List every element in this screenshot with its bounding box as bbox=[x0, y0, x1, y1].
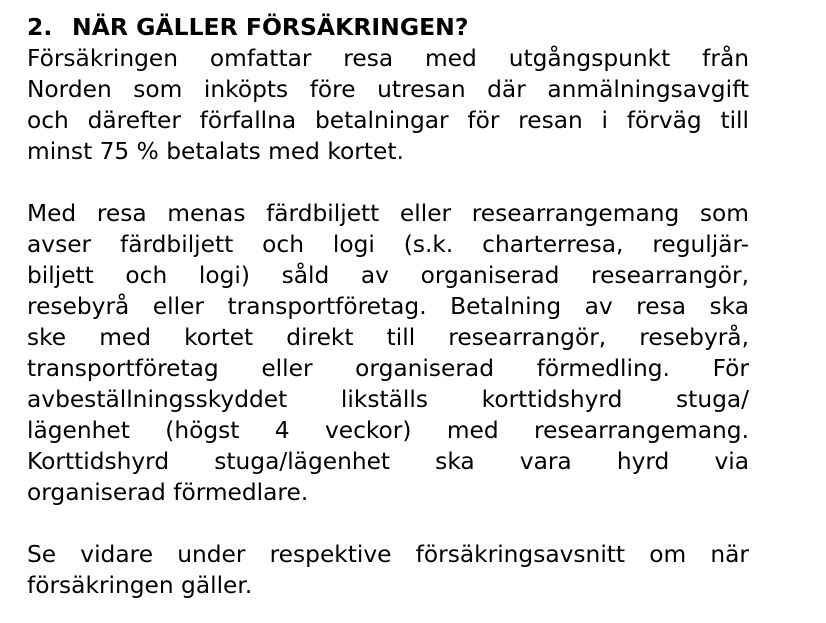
text-line: ske med kortet direkt till researrangör, resebyrå, bbox=[27, 324, 749, 351]
text-line: försäkringen gäller. bbox=[27, 572, 253, 599]
paragraph-coverage-scope bbox=[27, 43, 749, 167]
section-number: 2. bbox=[27, 13, 53, 41]
text-line: Se vidare under respektive försäkringsavsnitt om när bbox=[27, 541, 749, 568]
document-page bbox=[27, 12, 749, 601]
text-line: Försäkringen omfattar resa med utgångspunkt från bbox=[27, 45, 749, 72]
text-line: minst 75 % betalats med kortet. bbox=[27, 138, 404, 165]
text-line: transportföretag eller organiserad förmedling. För bbox=[27, 355, 749, 382]
section-heading bbox=[27, 12, 749, 43]
text-line: organiserad förmedlare. bbox=[27, 479, 309, 506]
paragraph-spacer bbox=[27, 167, 749, 198]
text-line: Med resa menas färdbiljett eller researrangemang som bbox=[27, 200, 749, 227]
text-line: Korttidshyrd stuga/lägenhet ska vara hyrd via bbox=[27, 448, 749, 475]
text-line: biljett och logi) såld av organiserad researrangör, bbox=[27, 262, 749, 289]
text-line: och därefter förfallna betalningar för resan i förväg till bbox=[27, 107, 749, 134]
paragraph-spacer bbox=[27, 508, 749, 539]
paragraph-see-also bbox=[27, 539, 749, 601]
section-title: NÄR GÄLLER FÖRSÄKRINGEN? bbox=[72, 13, 469, 41]
text-line: Norden som inköpts före utresan där anmälningsavgift bbox=[27, 76, 749, 103]
text-line: avbeställningsskyddet likställs korttidshyrd stuga/ bbox=[27, 386, 749, 413]
text-line: lägenhet (högst 4 veckor) med researrangemang. bbox=[27, 417, 749, 444]
paragraph-trip-definition bbox=[27, 198, 749, 508]
text-line: avser färdbiljett och logi (s.k. charterresa, reguljär- bbox=[27, 231, 749, 258]
text-line: resebyrå eller transportföretag. Betalning av resa ska bbox=[27, 293, 749, 320]
